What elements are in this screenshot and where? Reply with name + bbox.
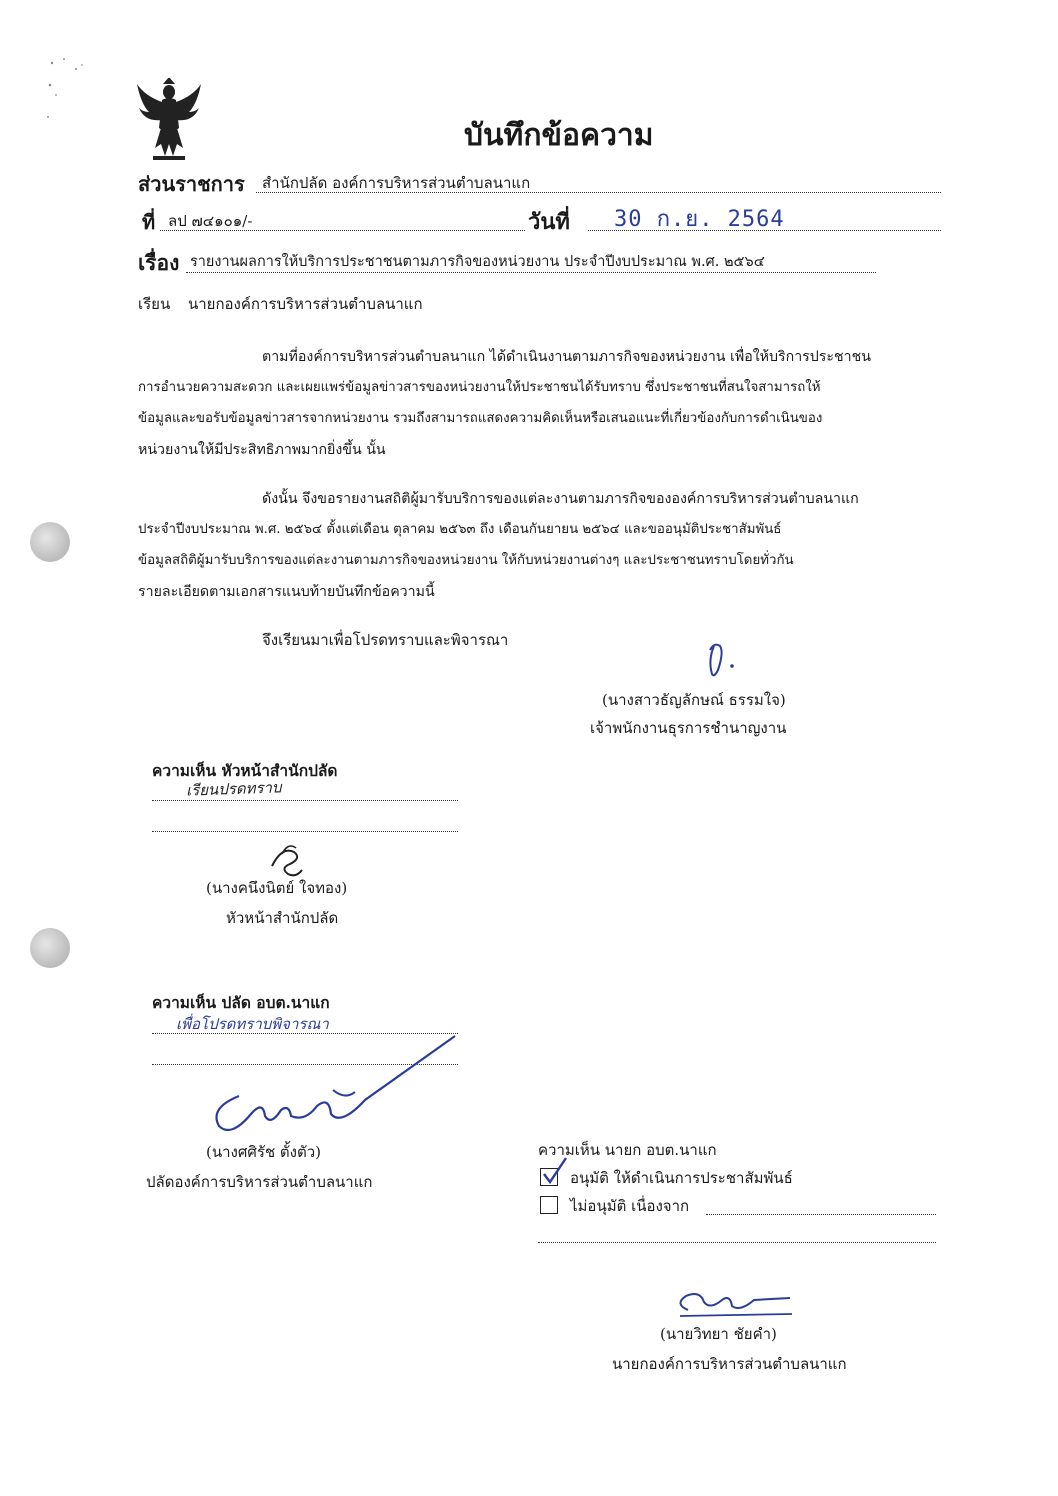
date-dotline [588,230,941,231]
opinion2-handwritten: เพื่อโปรดทราบพิจารณา [176,1015,329,1033]
opinion3-heading: ความเห็น นายก อบต.นาแก [538,1141,717,1159]
opinion1-name: (นางคนึงนิตย์ ใจทอง) [206,879,348,897]
punch-hole-bottom [30,928,70,968]
subject-dotline [186,272,876,273]
opinion2-position: ปลัดองค์การบริหารส่วนตำบลนาแก [146,1173,373,1191]
approve-check-mark-icon [536,1156,568,1186]
signature-4 [670,1284,800,1324]
opinion2-heading: ความเห็น ปลัด อบต.นาแก [152,993,330,1012]
para1-line1: ตามที่องค์การบริหารส่วนตำบลนาแก ได้ดำเนินงานตามภารกิจของหน่วยงาน เพื่อให้บริการประชาชน [262,349,871,365]
scan-specks [42,55,102,125]
opinion1-position: หัวหน้าสำนักปลัด [226,909,339,927]
agency-dotline [256,192,941,193]
to-label: เรียน [138,295,171,313]
ref-value: ลป ๗๔๑๐๑/- [168,212,253,230]
signature-3 [205,1030,465,1140]
para1-line3: ข้อมูลและขอรับข้อมูลข่าวสารจากหน่วยงาน รวมถึงสามารถแสดงความคิดเห็นหรือเสนอแนะที่เกี่ยวข้องกับการดำเนินของ [138,411,823,426]
opinion1-dotline2 [152,831,458,832]
reject-label: ไม่อนุมัติ เนื่องจาก [570,1197,690,1215]
garuda-emblem-icon [135,78,203,162]
para1-line2: การอำนวยความสะดวก และเผยแพร่ข้อมูลข่าวสารของหน่วยงานให้ประชาชนได้รับทราบ ซึ่งประชาชนที่สนใจสามารถให้ [138,380,821,395]
date-label: วันที่ [528,209,570,235]
signer1-position: เจ้าพนักงานธุรการชำนาญงาน [590,719,787,737]
reject-reason-dotline [706,1214,936,1215]
para2-line4: รายละเอียดตามเอกสารแนบท้ายบันทึกข้อความนี้ [138,584,435,600]
para2-line2: ประจำปีงบประมาณ พ.ศ. ๒๕๖๔ ตั้งแต่เดือน ตุลาคม ๒๕๖๓ ถึง เดือนกันยายน ๒๕๖๔ และขออนุมัติประชาสัมพันธ์ [138,522,782,537]
signer1-name: (นางสาวธัญลักษณ์ ธรรมใจ) [602,691,786,709]
opinion1-heading: ความเห็น หัวหน้าสำนักปลัด [152,761,338,780]
opinion3-name: (นายวิทยา ชัยคำ) [660,1325,777,1343]
opinion1-dotline1 [152,800,458,801]
opinion1-handwritten: เรียนปรดทราบ [185,778,282,800]
punch-hole-top [30,522,70,562]
signature-1 [700,640,750,680]
closing-text: จึงเรียนมาเพื่อโปรดทราบและพิจารณา [262,631,509,649]
ref-label: ที่ [142,210,156,234]
agency-label: ส่วนราชการ [138,172,245,196]
to-value: นายกองค์การบริหารส่วนตำบลนาแก [188,295,423,313]
para1-line4: หน่วยงานให้มีประสิทธิภาพมากยิ่งขึ้น นั้น [138,442,386,458]
subject-value: รายงานผลการให้บริการประชาชนตามภารกิจของหน่วยงาน ประจำปีงบประมาณ พ.ศ. ๒๕๖๔ [190,254,765,270]
page-title: บันทึกข้อความ [464,118,654,153]
approve-label: อนุมัติ ให้ดำเนินการประชาสัมพันธ์ [570,1169,793,1187]
agency-value: สำนักปลัด องค์การบริหารส่วนตำบลนาแก [262,174,531,192]
opinion3-position: นายกองค์การบริหารส่วนตำบลนาแก [612,1355,847,1373]
opinion2-name: (นางศศิรัช ตั้งตัว) [206,1143,321,1161]
ref-dotline [160,230,525,231]
reject-checkbox[interactable] [540,1196,558,1214]
subject-label: เรื่อง [138,250,180,275]
date-stamp: 30 ก.ย. 2564 [614,207,785,232]
para2-line3: ข้อมูลสถิติผู้มารับบริการของแต่ละงานตามภารกิจของหน่วยงาน ให้กับหน่วยงานต่างๆ และประชาชนทราบโดยทั่วกัน [138,553,794,568]
opinion3-dotline2 [538,1242,936,1243]
para2-line1: ดังนั้น จึงขอรายงานสถิติผู้มารับบริการของแต่ละงานตามภารกิจขององค์การบริหารส่วนตำบลนาแก [262,491,859,507]
